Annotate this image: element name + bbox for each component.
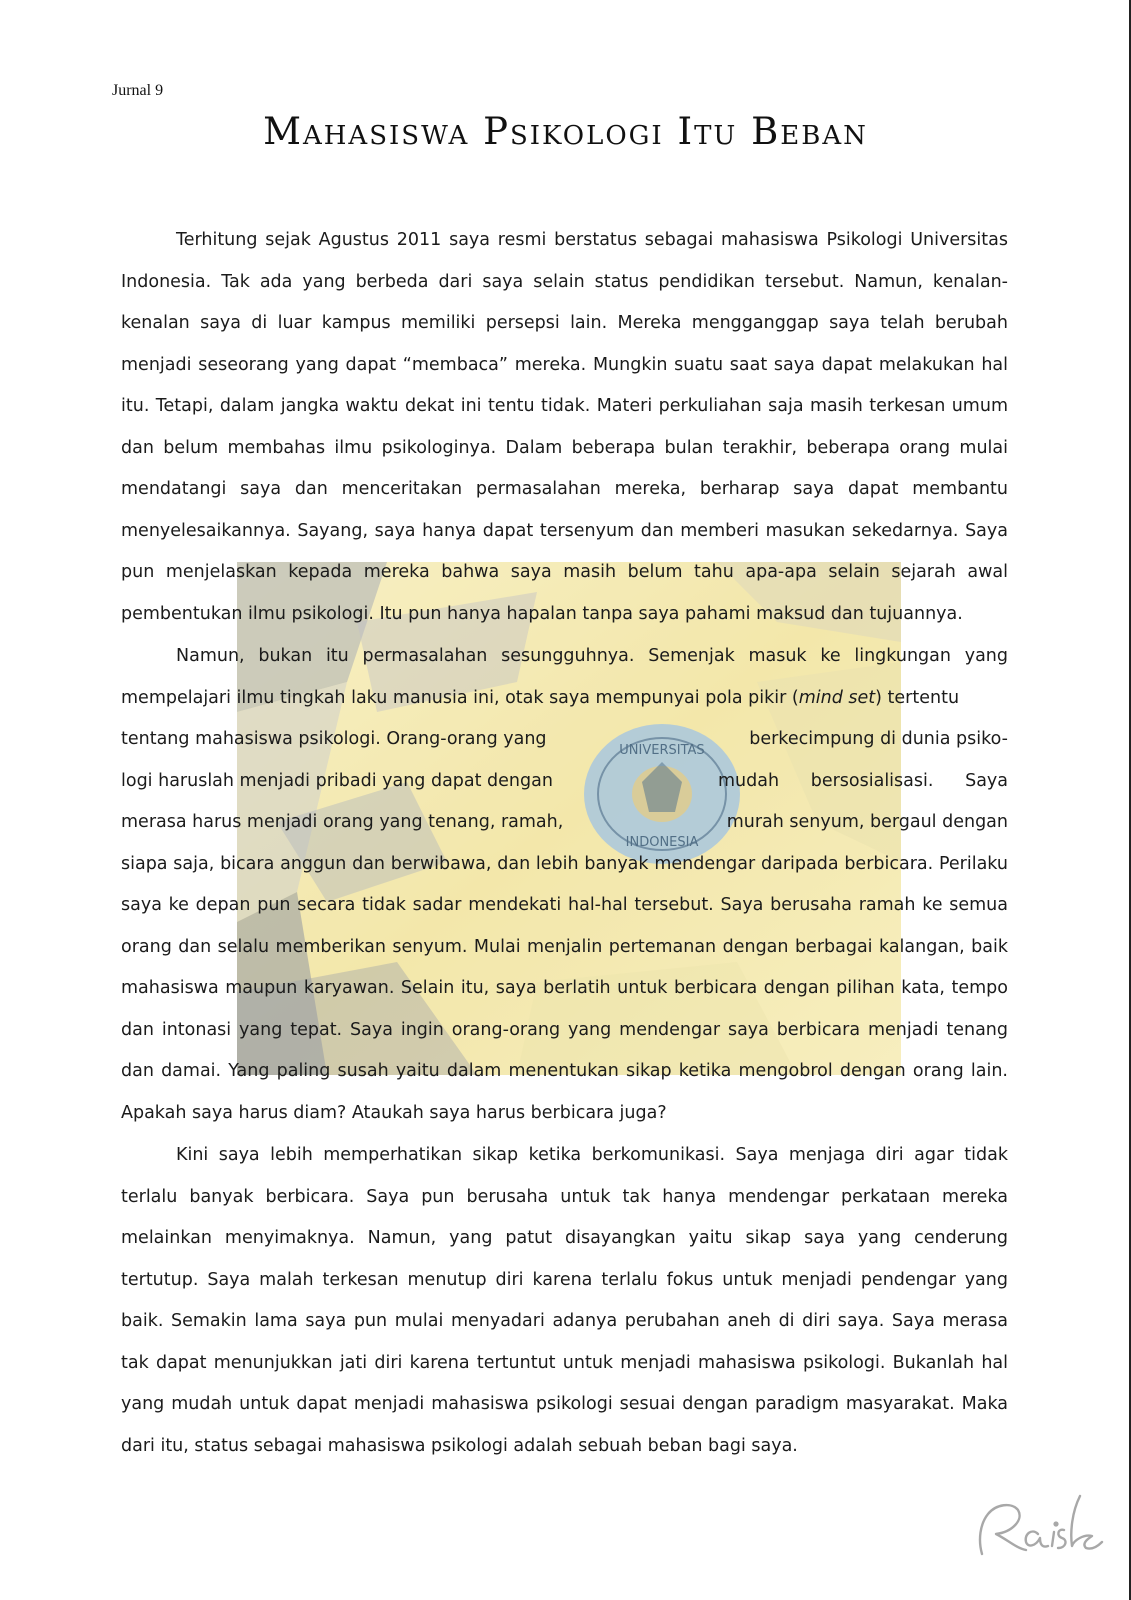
paragraph-1: Terhitung sejak Agustus 2011 saya resmi berstatus sebagai mahasiswa Psikologi Universitas Indonesia. Tak ada yang berbeda dari saya selain status pendidikan tersebut. Namun, kenalan-kenalan saya di luar kampus memiliki persepsi lain. Mereka mengganggap saya telah berubah menjadi seseorang yang dapat “membaca” mereka. Mungkin suatu saat saya dapat melakukan hal itu. Tetapi, dalam jangka waktu dekat ini tentu tidak. Materi perkuliahan saja masih terkesan umum dan belum membahas ilmu psikologinya. Dalam beberapa bulan terakhir, beberapa orang mulai mendatangi saya dan menceritakan permasalahan mereka, berharap saya dapat membantu menyelesaikannya. Sayang, saya hanya dapat tersenyum dan memberi masukan sekedarnya. Saya pun menjelaskan kepada mereka bahwa saya masih belum tahu apa-apa selain sejarah awal pembentukan ilmu psikologi. Itu pun hanya hapalan tanpa saya pahami maksud dan tujuannya.: [121, 230, 1008, 624]
line-5-left: merasa harus menjadi orang yang tenang, ramah,: [121, 812, 564, 832]
signature-image: [968, 1488, 1108, 1568]
paragraph-2-emphasis: mind set: [798, 687, 876, 708]
line-3-left: tentang mahasiswa psikologi. Orang-orang yang: [121, 729, 547, 749]
line-4-right: mudah bersosialisasi. Saya: [718, 770, 1008, 791]
paragraph-3: Kini saya lebih memperhatikan sikap ketika berkomunikasi. Saya menjaga diri agar tidak terlalu banyak berbicara. Saya pun berusaha untuk tak hanya mendengar perkataan mereka melainkan menyimaknya. Namun, yang patut disayangkan yaitu sikap saya yang cenderung tertutup. Saya malah terkesan menutup diri karena terlalu fokus untuk menjadi pendengar yang baik. Semakin lama saya pun mulai menyadari adanya perubahan aneh di diri saya. Saya merasa tak dapat menunjukkan jati diri karena tertuntut untuk menjadi mahasiswa psikologi. Bukanlah hal yang mudah untuk dapat menjadi mahasiswa psikologi sesuai dengan paradigm masyarakat. Maka dari itu, status sebagai mahasiswa psikologi adalah sebuah beban bagi saya.: [121, 1145, 1008, 1456]
journal-label: Jurnal 9: [112, 82, 164, 99]
badge-text-top: UNIVERSITAS: [619, 743, 705, 758]
page-title: Mahasiswa Psikologi Itu Beban: [263, 110, 868, 153]
line-4-left: logi haruslah menjadi pribadi yang dapat dengan: [121, 770, 553, 791]
line-3-right: berkecimpung di dunia psiko-: [749, 729, 1008, 749]
paragraph-2-line-3: [121, 719, 1008, 761]
badge-text-bottom: INDONESIA: [625, 835, 699, 850]
line-5-right: murah senyum, bergaul dengan: [726, 812, 1008, 832]
paragraph-2-line-5: [121, 802, 1008, 844]
paragraph-2-closing: siapa saja, bicara anggun dan berwibawa, dan lebih banyak mendengar daripada berbicara. Perilaku saya ke depan pun secara tidak sadar mendekati hal-hal tersebut. Saya berusaha ramah ke semua orang dan selalu memberikan senyum. Mulai menjalin pertemanan dengan berbagai kalangan, baik mahasiswa maupun karyawan. Selain itu, saya berlatih untuk berbicara dengan pilihan kata, tempo dan intonasi yang tepat. Saya ingin orang-orang yang mendengar saya berbicara menjadi tenang dan damai. Yang paling susah yaitu dalam menentukan sikap ketika mengobrol dengan orang lain. Apakah saya harus diam? Ataukah saya harus berbicara juga?: [121, 853, 1008, 1123]
paragraph-2: [121, 636, 1008, 1134]
paragraph-2-text-a: Namun, bukan itu permasalahan sesungguhnya. Semenjak masuk ke lingkungan yang mempelajari ilmu tingkah laku manusia ini, otak saya mempunyai pola pikir (: [121, 646, 1008, 708]
article-body: [121, 220, 1008, 1468]
paragraph-2-text-b: ) tertentu: [875, 687, 960, 708]
paragraph-2-opening: [121, 636, 1008, 719]
paragraph-2-line-4: [121, 761, 1008, 803]
